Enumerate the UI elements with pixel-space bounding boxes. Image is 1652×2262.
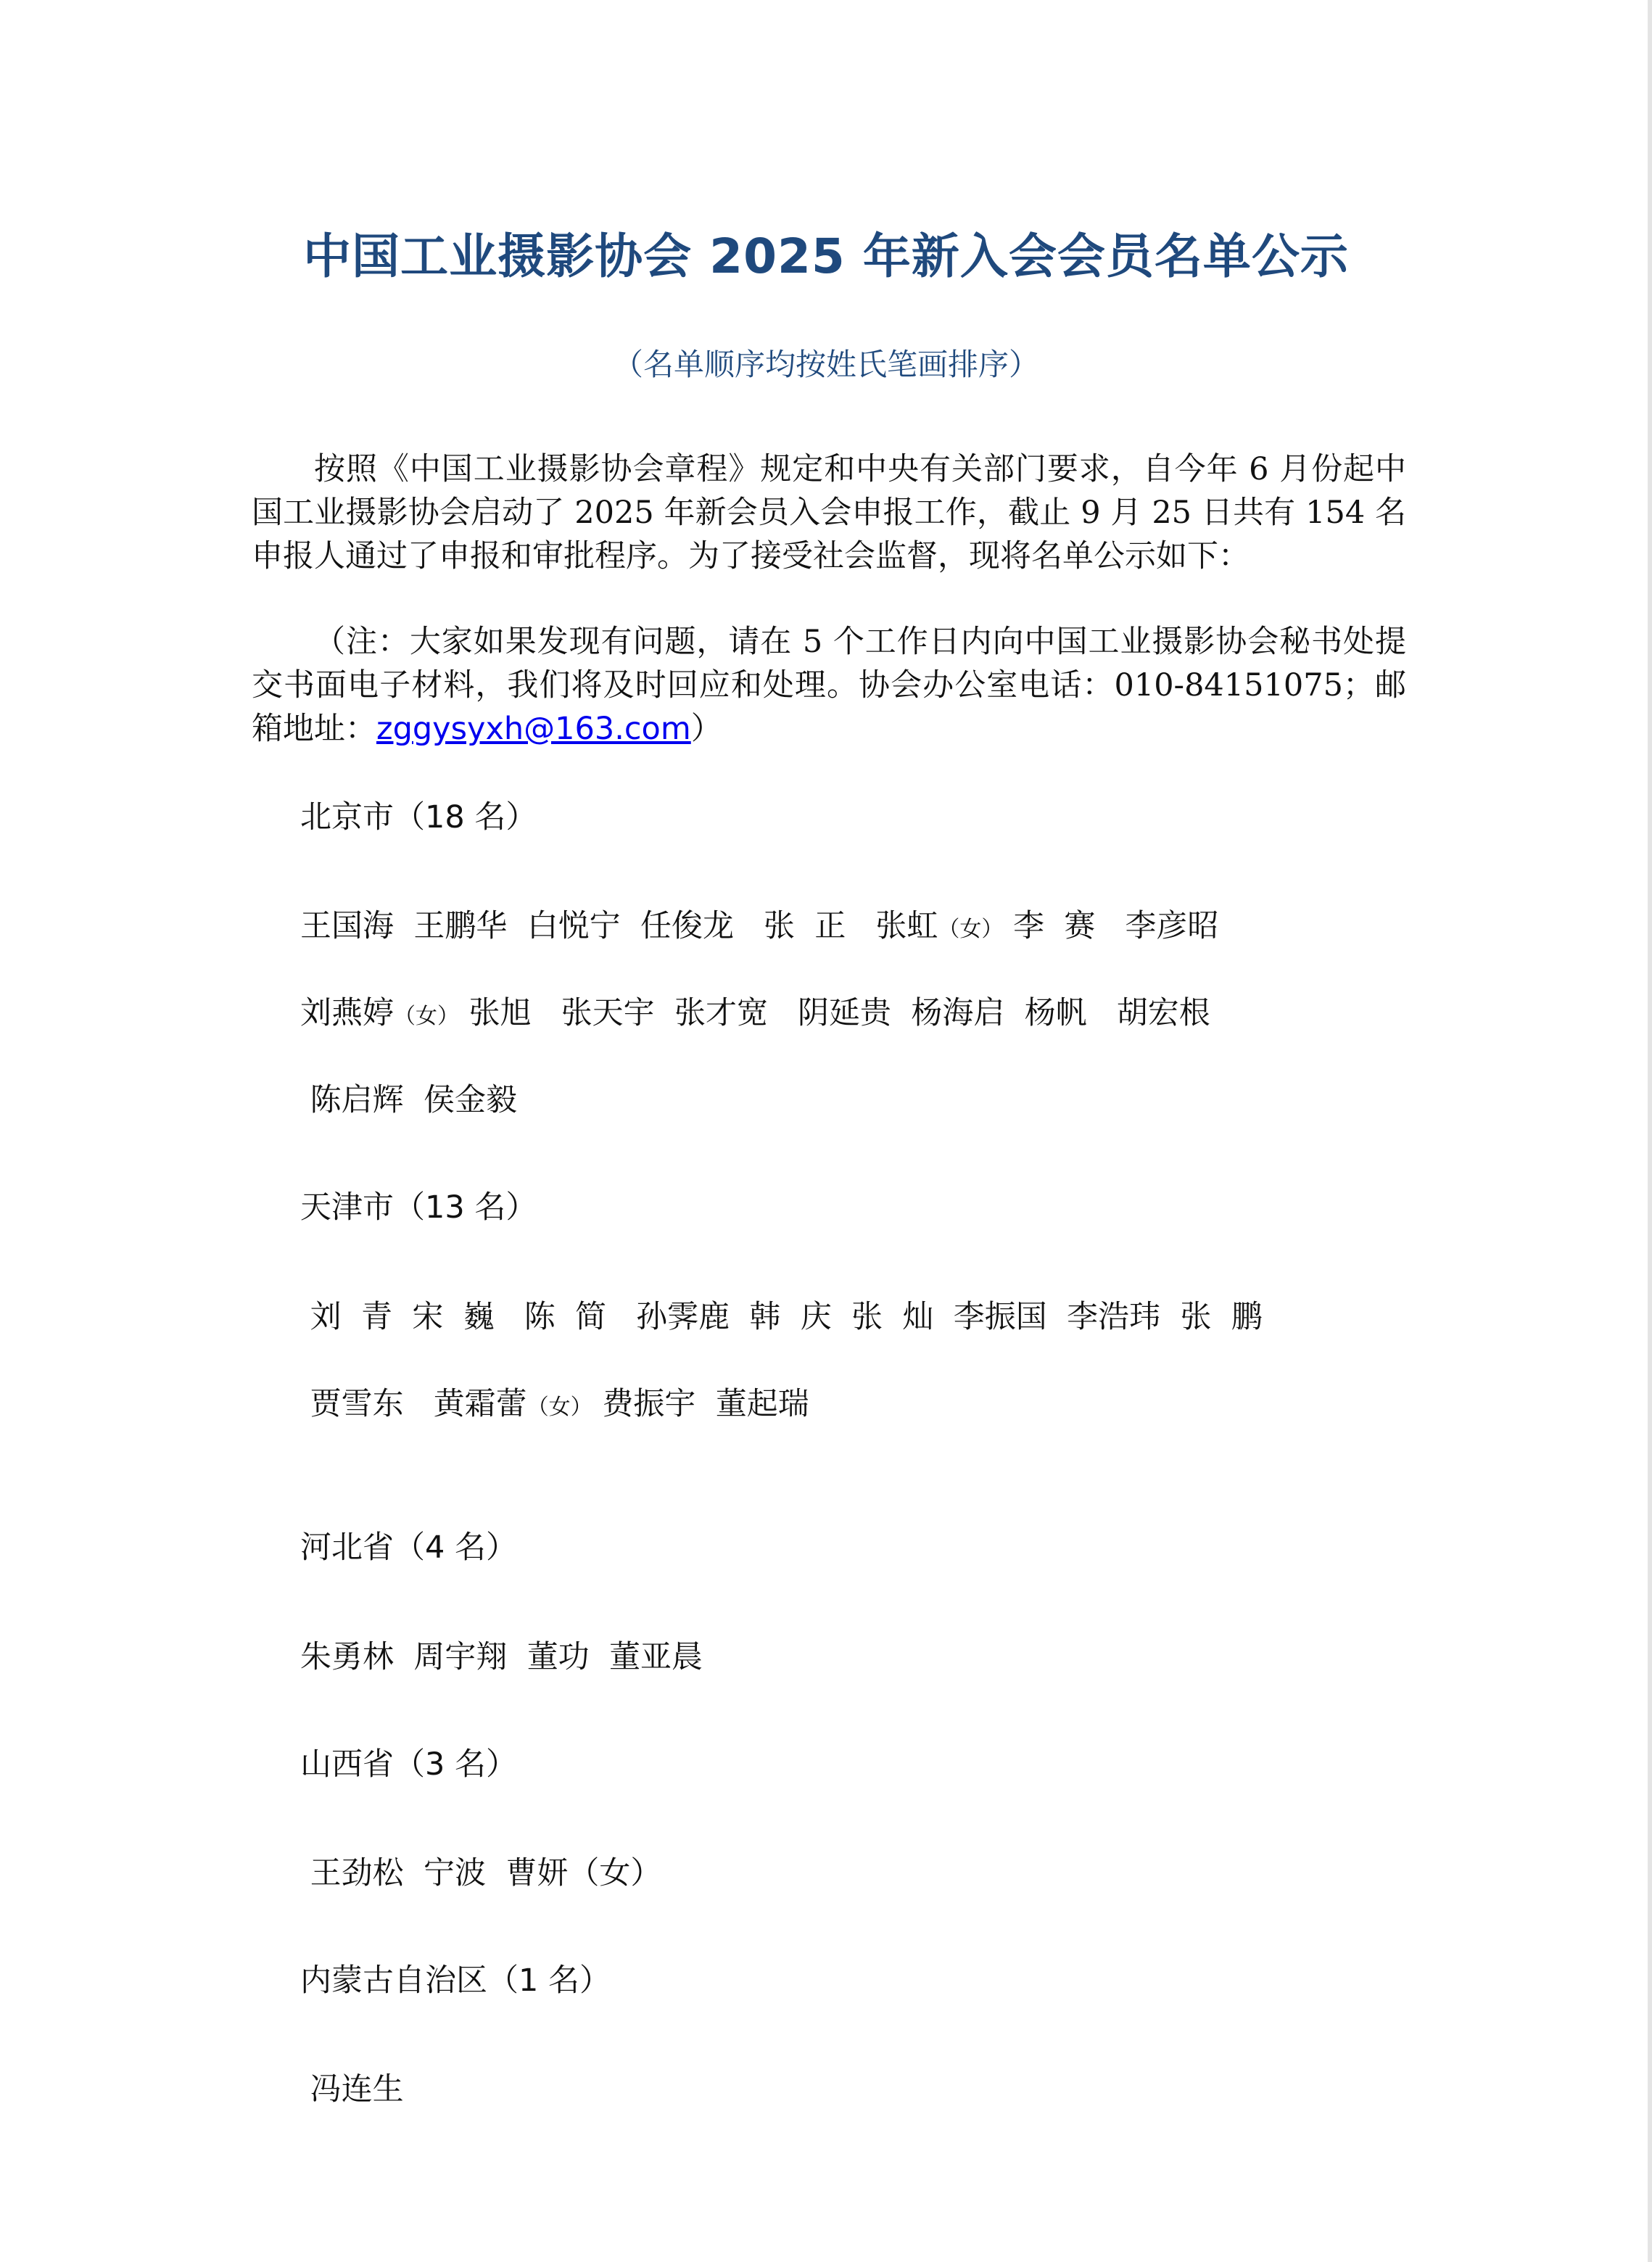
- member-name: 胡宏根: [1116, 995, 1210, 1031]
- member-name: 张旭: [468, 995, 532, 1031]
- names-line-shanxi-1: [300, 1852, 661, 1895]
- female-mark: （女）: [394, 1004, 459, 1029]
- region-heading-neimenggu: 内蒙古自治区（1 名）: [300, 1962, 611, 1999]
- member-name: 李 赛: [1013, 908, 1096, 944]
- region-heading-beijing: 北京市（18 名）: [300, 799, 537, 835]
- names-line-hebei-1: [300, 1635, 703, 1679]
- member-name: 董亚晨: [609, 1639, 703, 1675]
- page-subtitle: （名单顺序均按姓氏笔画排序）: [612, 347, 1039, 382]
- names-line-tianjin-1: [300, 1295, 1263, 1339]
- member-name: 张 鹏: [1180, 1299, 1263, 1335]
- member-name: 刘燕婷: [300, 995, 394, 1031]
- page-title: 中国工业摄影协会 2025 年新入会会员名单公示: [303, 228, 1349, 284]
- region-heading-hebei: 河北省（4 名）: [300, 1530, 518, 1566]
- region-heading-tianjin: 天津市（13 名）: [300, 1189, 537, 1226]
- member-name: 王国海: [300, 908, 394, 944]
- member-name: 白悦宁: [526, 908, 621, 944]
- member-name: 李彦昭: [1125, 908, 1219, 944]
- member-name: 贾雪东: [310, 1386, 404, 1422]
- region-heading-shanxi: 山西省（3 名）: [300, 1746, 518, 1783]
- member-name: 李振国: [953, 1299, 1047, 1335]
- member-name: 李浩玮: [1067, 1299, 1161, 1335]
- names-line-neimenggu-1: [300, 2068, 404, 2111]
- member-name: 侯金毅: [424, 1082, 518, 1118]
- member-name: 张天宇: [561, 995, 655, 1031]
- names-line-beijing-2: [300, 991, 1210, 1039]
- member-name: 宋 巍: [412, 1299, 495, 1335]
- member-name: 朱勇林: [300, 1639, 394, 1675]
- member-name: 任俊龙: [640, 908, 735, 944]
- female-mark: （女）: [526, 1395, 592, 1420]
- names-line-beijing-1: [300, 904, 1218, 952]
- member-name: 杨帆: [1024, 995, 1087, 1031]
- intro-paragraph: 按照《中国工业摄影协会章程》规定和中央有关部门要求，自今年 6 月份起中国工业摄影协会启动了 2025 年新会员入会申报工作，截止 9 月 25 日共有 154 名申报人通过了申报和审批程序。为了接受社会监督，现将名单公示如下：: [252, 451, 1406, 574]
- member-name: 冯连生: [310, 2071, 404, 2108]
- member-name: 陈 简: [524, 1299, 607, 1335]
- member-name: 黄霜蕾: [433, 1386, 527, 1422]
- member-name: 董功: [526, 1639, 590, 1675]
- member-name: 曹妍: [505, 1855, 569, 1891]
- member-name: 董起瑞: [715, 1386, 809, 1422]
- email-link[interactable]: zggysyxh@163.com: [376, 711, 691, 747]
- member-name: 张 正: [764, 908, 846, 944]
- names-line-tianjin-2: [300, 1382, 809, 1429]
- member-name: 周宇翔: [413, 1639, 508, 1675]
- note-text: （注：大家如果发现有问题，请在 5 个工作日内向中国工业摄影协会秘书处提交书面电子材料，我们将及时回应和处理。协会办公室电话：010-84151075；邮箱地址：: [252, 624, 1406, 747]
- page-edge: [1648, 0, 1652, 2262]
- note-paragraph: [252, 620, 1406, 751]
- member-name: 孙霁鹿: [636, 1299, 730, 1335]
- names-line-beijing-3: [300, 1078, 517, 1122]
- member-name: 费振宇: [602, 1386, 696, 1422]
- member-name: 刘 青: [310, 1299, 393, 1335]
- note-close: ）: [690, 711, 722, 747]
- member-name: 王劲松: [310, 1855, 404, 1891]
- member-name: 韩 庆: [749, 1299, 832, 1335]
- female-mark: （女）: [568, 1855, 662, 1891]
- member-name: 阴延贵: [798, 995, 892, 1031]
- member-name: 张才宽: [674, 995, 769, 1031]
- member-name: 陈启辉: [310, 1082, 404, 1118]
- member-name: 张 灿: [851, 1299, 934, 1335]
- member-name: 宁波: [424, 1855, 487, 1891]
- female-mark: （女）: [938, 917, 1004, 942]
- member-name: 王鹏华: [413, 908, 508, 944]
- member-name: 杨海启: [911, 995, 1005, 1031]
- member-name: 张虹: [875, 908, 938, 944]
